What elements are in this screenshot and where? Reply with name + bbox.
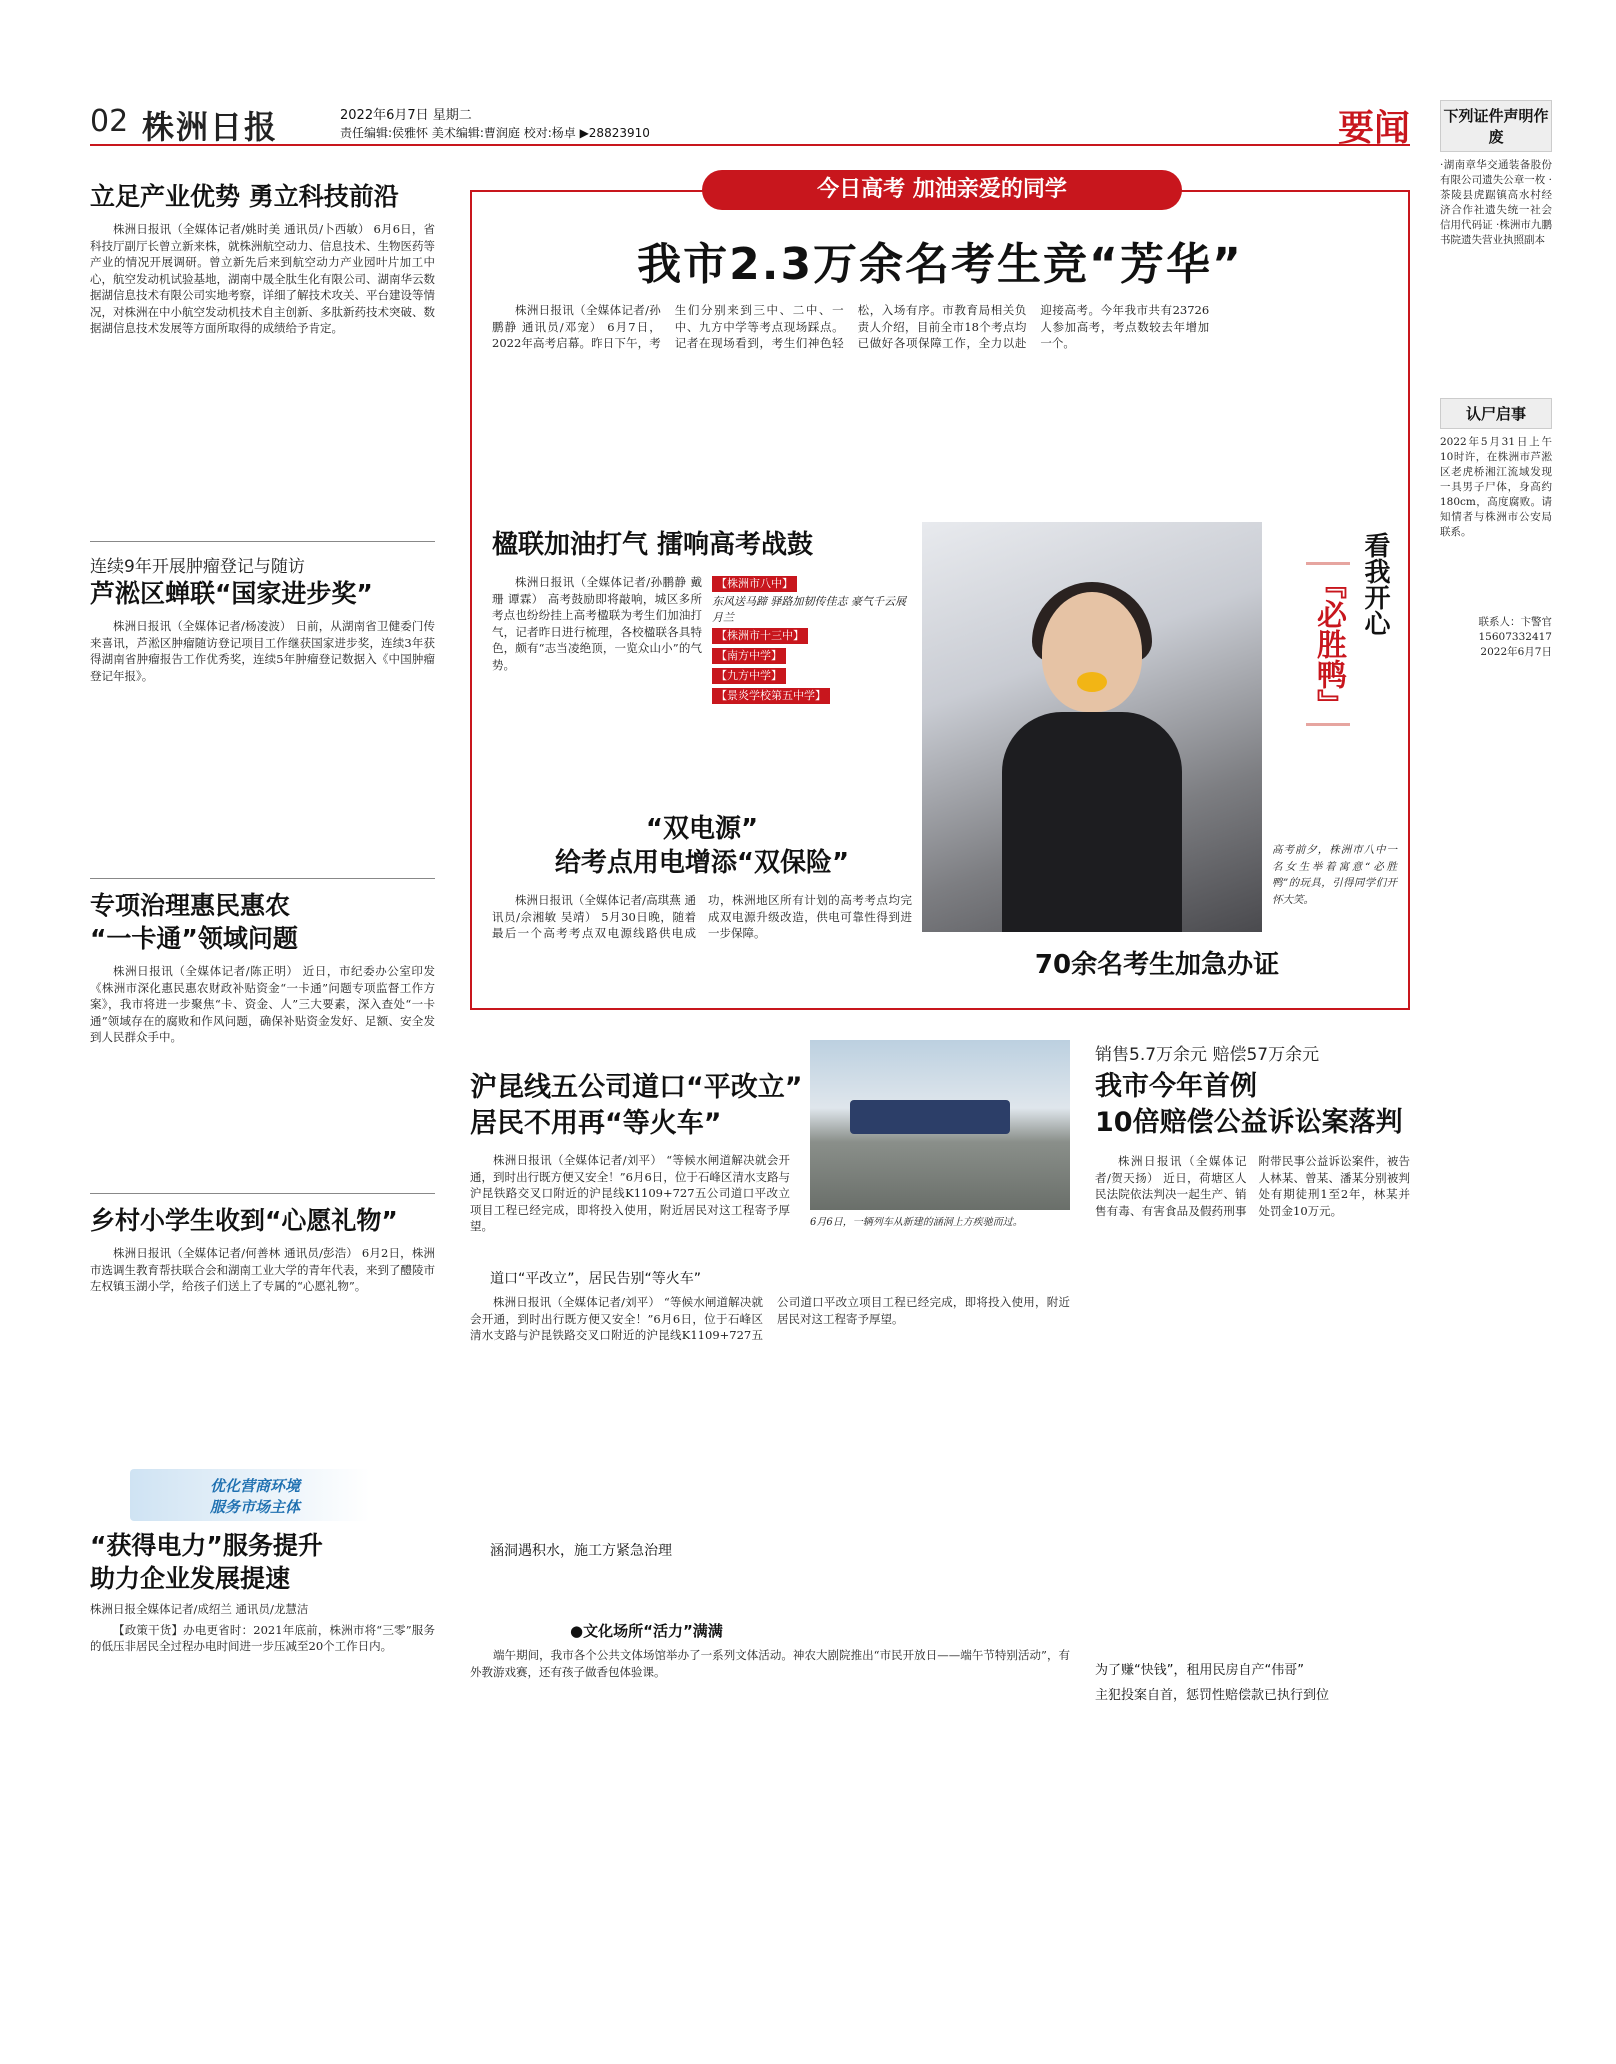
- feature-headline: 我市2.3万余名考生竞“芳华”: [637, 239, 1243, 290]
- badge-line: 服务市场主体: [210, 1498, 301, 1516]
- school-tag: 【株洲市十三中】: [712, 628, 808, 644]
- paragraph: 端午期间，我市各个公共文体场馆举办了一系列文体活动。神农大剧院推出“市民开放日——端午节特别活动”，有外教游戏赛，还有孩子做香包体验课。: [470, 1648, 1070, 1679]
- notice-body: ·湖南章华交通装备股份有限公司遗失公章一枚 ·茶陵县虎踞镇高水村经济合作社遗失统一社会信用代码证 ·株洲市九鹏书院遗失营业执照副本: [1440, 159, 1552, 246]
- face-shape: [1042, 592, 1142, 712]
- article-byline: 株洲日报全媒体记者/成绍兰 通讯员/龙慧洁: [90, 1602, 309, 1616]
- notice-heading: 认尸启事: [1440, 398, 1552, 429]
- page-number: 02: [90, 104, 129, 139]
- vertical-headline: 看我开心: [1360, 532, 1390, 636]
- article-subhead: 涵洞遇积水，施工方紧急治理: [490, 1543, 672, 1559]
- article-title-line2: “一卡通”领域问题: [90, 924, 298, 953]
- issue-date: 2022年6月7日 星期二: [340, 108, 472, 123]
- paper-logo: 株洲日报: [142, 108, 279, 146]
- section-label: 要闻: [1337, 108, 1410, 149]
- article-kicker: 销售5.7万余元 赔偿57万余元: [1095, 1045, 1320, 1065]
- school-tag: 【株洲市八中】: [712, 576, 797, 592]
- editors-line: 责任编辑:侯雅怀 美术编辑:曹润庭 校对:杨卓 ▶28823910: [340, 126, 650, 140]
- article-title: 专项治理惠民惠农: [90, 891, 291, 920]
- article-subhead: 为了赚“快钱”，租用民房自产“伟哥”: [1095, 1663, 1304, 1678]
- lower-right-article: [1095, 1040, 1410, 1709]
- sub-headline-line: “双电源”: [645, 814, 759, 844]
- divider: [90, 878, 435, 879]
- article-kicker: 连续9年开展肿瘤登记与随访: [90, 557, 305, 577]
- sub-headline-line: 给考点用电增添“双保险”: [554, 848, 850, 878]
- left-column: [90, 180, 435, 1782]
- right-sidebar: [1440, 100, 1552, 660]
- sub-headline: [492, 812, 912, 880]
- school-tag: 【九方中学】: [712, 668, 786, 684]
- article-body: [90, 1622, 435, 1782]
- sub-headline: 70余名考生加急办证: [1034, 950, 1280, 980]
- article-body: [90, 963, 435, 1183]
- paragraph: 株洲日报讯（全媒体记者/姚时美 通讯员/卜西敏） 6月6日，省科技厅副厅长曾立新来株，就株洲航空动力、信息技术、生物医药等产业的情况开展调研。曾立新先后来到航空动力产业园叶片加工中心，航空发动机试验基地，湖南中晟全肽生化有限公司、湖南华云数据湖信息技术有限公司实地考察，详细了解技术攻关、平台建设等情况，对株洲在中小航空发动机技术自主创新、多肽新药技术突破、数据湖信息技术发展等方面所取得的成绩给予肯定。: [90, 222, 435, 335]
- sub-article-body: [492, 574, 702, 814]
- paragraph: 株洲日报讯（全媒体记者/刘平） “等候水闸道解决就会开通，到时出行既方便又安全！”6月6日，位于石峰区清水支路与沪昆铁路交叉口附近的沪昆线K1109+727五公司道口平改立项目工程已经完成，即将投入使用，附近居民对这工程寄予厚望。: [470, 1295, 1070, 1342]
- paragraph: 株洲日报讯（全媒体记者/刘平） “等候水闸道解决就会开通，到时出行既方便又安全！”6月6日，位于石峰区清水支路与沪昆铁路交叉口附近的沪昆线K1109+727五公司道口平改立项目工程已经完成，即将投入使用，附近居民对这工程寄予厚望。: [470, 1153, 790, 1233]
- school-tag: 【景炎学校第五中学】: [712, 688, 830, 704]
- paragraph: 株洲日报讯（全媒体记者/陈正明） 近日，市纪委办公室印发《株洲市深化惠民惠农财政补贴资金“一卡通”问题专项监督工作方案》，我市将进一步聚焦“卡、资金、人”三大要素，深入查处“一卡通”领域存在的腐败和作风问题，确保补贴资金发好、足额、安全发到人民群众手中。: [90, 964, 435, 1044]
- article-body: [90, 221, 435, 531]
- article-title-line2: 居民不用再“等火车”: [470, 1108, 722, 1139]
- photo-vertical-title: [1272, 532, 1402, 832]
- photo-caption: 6月6日，一辆列车从新建的涵洞上方疾驰而过。: [810, 1217, 1023, 1228]
- article-subhead: 主犯投案自首，惩罚性赔偿款已执行到位: [1095, 1688, 1330, 1703]
- article-body: [90, 1245, 435, 1455]
- article-subhead: 道口“平改立”，居民告别“等火车”: [490, 1271, 702, 1287]
- train-shape: [850, 1100, 1010, 1134]
- vertical-headline-red: 『必胜鸭』: [1306, 562, 1350, 726]
- couplet-text: 东风送马蹄 驿路加韧传佳志 豪气千云展月兰: [712, 595, 906, 624]
- paragraph: 株洲日报讯（全媒体记者/孙鹏静 戴珊 谭霖） 高考鼓励即将敲响，城区多所考点也纷纷挂上高考楹联为考生们加油打气，记者昨日进行梳理，各校楹联各具特色，颇有“志当凌绝顶，一览众山小”的气势。: [492, 575, 702, 672]
- paragraph: 株洲日报讯（全媒体记者/何善林 通讯员/彭浩） 6月2日，株洲市选调生教育帮扶联合会和湖南工业大学的青年代表，来到了醴陵市左权镇玉湖小学，给孩子们送上了专属的“心愿礼物”。: [90, 1246, 435, 1293]
- student-figure: [1002, 592, 1182, 932]
- article-title: 立足产业优势 勇立科技前沿: [90, 182, 399, 211]
- article-body: [470, 1647, 1070, 1727]
- feature-intro: [492, 302, 1392, 502]
- badge-line: 优化营商环境: [210, 1477, 301, 1495]
- paragraph: 株洲日报讯（全媒体记者/高琪燕 通讯员/佘湘敏 吴靖） 5月30日晚，随着最后一个高考考点双电源线路供电成功，株洲地区所有计划的高考考点均完成双电源升级改造，供电可靠性得到进一步保障。: [492, 893, 912, 940]
- photo-caption: 高考前夕，株洲市八中一名女生举着寓意“必胜鸭”的玩具，引得同学们开怀大笑。: [1272, 844, 1397, 906]
- sub-headline: 楹联加油打气 擂响高考战鼓: [492, 530, 814, 560]
- article-body: [470, 1294, 1070, 1534]
- article-body: [90, 618, 435, 868]
- feature-box: [470, 177, 1410, 1010]
- article-title: 乡村小学生收到“心愿礼物”: [90, 1206, 398, 1235]
- paragraph: 株洲日报讯（全媒体记者/杨凌波） 日前，从湖南省卫健委门传来喜讯，芦淞区肿瘤随访登记项目工作继获国家进步奖，连续3年获得湖南省肿瘤报告工作优秀奖，连续5年肿瘤登记数据入《中国肿瘤登记年报》。: [90, 619, 435, 683]
- feature-banner: 今日高考 加油亲爱的同学: [702, 170, 1182, 210]
- article-title: 芦淞区蝉联“国家进步奖”: [90, 579, 373, 608]
- paragraph: 株洲日报讯（全媒体记者/孙鹏静 通讯员/邓宠） 6月7日，2022年高考启幕。昨日下午，考生们分别来到三中、二中、一中、九方中学等考点现场踩点。记者在现场看到，考生们神色轻松，入场有序。市教育局相关负责人介绍，目前全市18个考点均已做好各项保障工作，全力以赴迎接高考。今年我市共有23726人参加高考，考点数较去年增加一个。: [492, 303, 1210, 350]
- sub-article-body: [492, 892, 912, 1002]
- body-shape: [1002, 712, 1182, 932]
- duck-toy-icon: [1077, 672, 1107, 692]
- notice-body: 2022年5月31日上午10时许，在株洲市芦淞区老虎桥湘江流域发现一具男子尸体，身高约180cm，高度腐败。请知情者与株洲市公安局联系。: [1440, 436, 1552, 538]
- train-photo: [810, 1040, 1070, 1210]
- article-title-line2: 助力企业发展提速: [90, 1564, 291, 1593]
- paragraph: 株洲日报讯（全媒体记者/贺天扬） 近日，荷塘区人民法院依法判决一起生产、销售有毒、有害食品及假药刑事附带民事公益诉讼案件，被告人林某、曾某、潘某分别被判处有期徒刑1至2年，林某并处罚金10万元。: [1095, 1154, 1410, 1218]
- article-body: [470, 1152, 790, 1262]
- article-body: [1095, 1153, 1410, 1653]
- article-title: “获得电力”服务提升: [90, 1531, 323, 1560]
- business-badge: [130, 1469, 370, 1521]
- culture-article: [470, 1600, 1070, 1727]
- masthead: [90, 100, 1410, 149]
- student-photo: [922, 522, 1262, 932]
- article-title: 沪昆线五公司道口“平改立”: [470, 1072, 803, 1103]
- article-title: 我市今年首例: [1095, 1071, 1257, 1102]
- divider: [90, 541, 435, 542]
- paragraph: 【政策干货】办电更省时：2021年底前，株洲市将“三零”服务的低压非居民全过程办电时间进一步压减至20个工作日内。: [90, 1622, 435, 1653]
- couplet-list: [712, 574, 912, 706]
- notice-heading: 下列证件声明作废: [1440, 100, 1552, 152]
- article-title-line2: 10倍赔偿公益诉讼案落判: [1095, 1107, 1403, 1138]
- notice-date: 2022年6月7日: [1480, 646, 1552, 658]
- divider: [90, 1193, 435, 1194]
- notice-contact: 联系人：卞警官 15607332417: [1478, 616, 1552, 643]
- article-subhead: ●文化场所“活力”满满: [570, 1622, 723, 1640]
- school-tag: 【南方中学】: [712, 648, 786, 664]
